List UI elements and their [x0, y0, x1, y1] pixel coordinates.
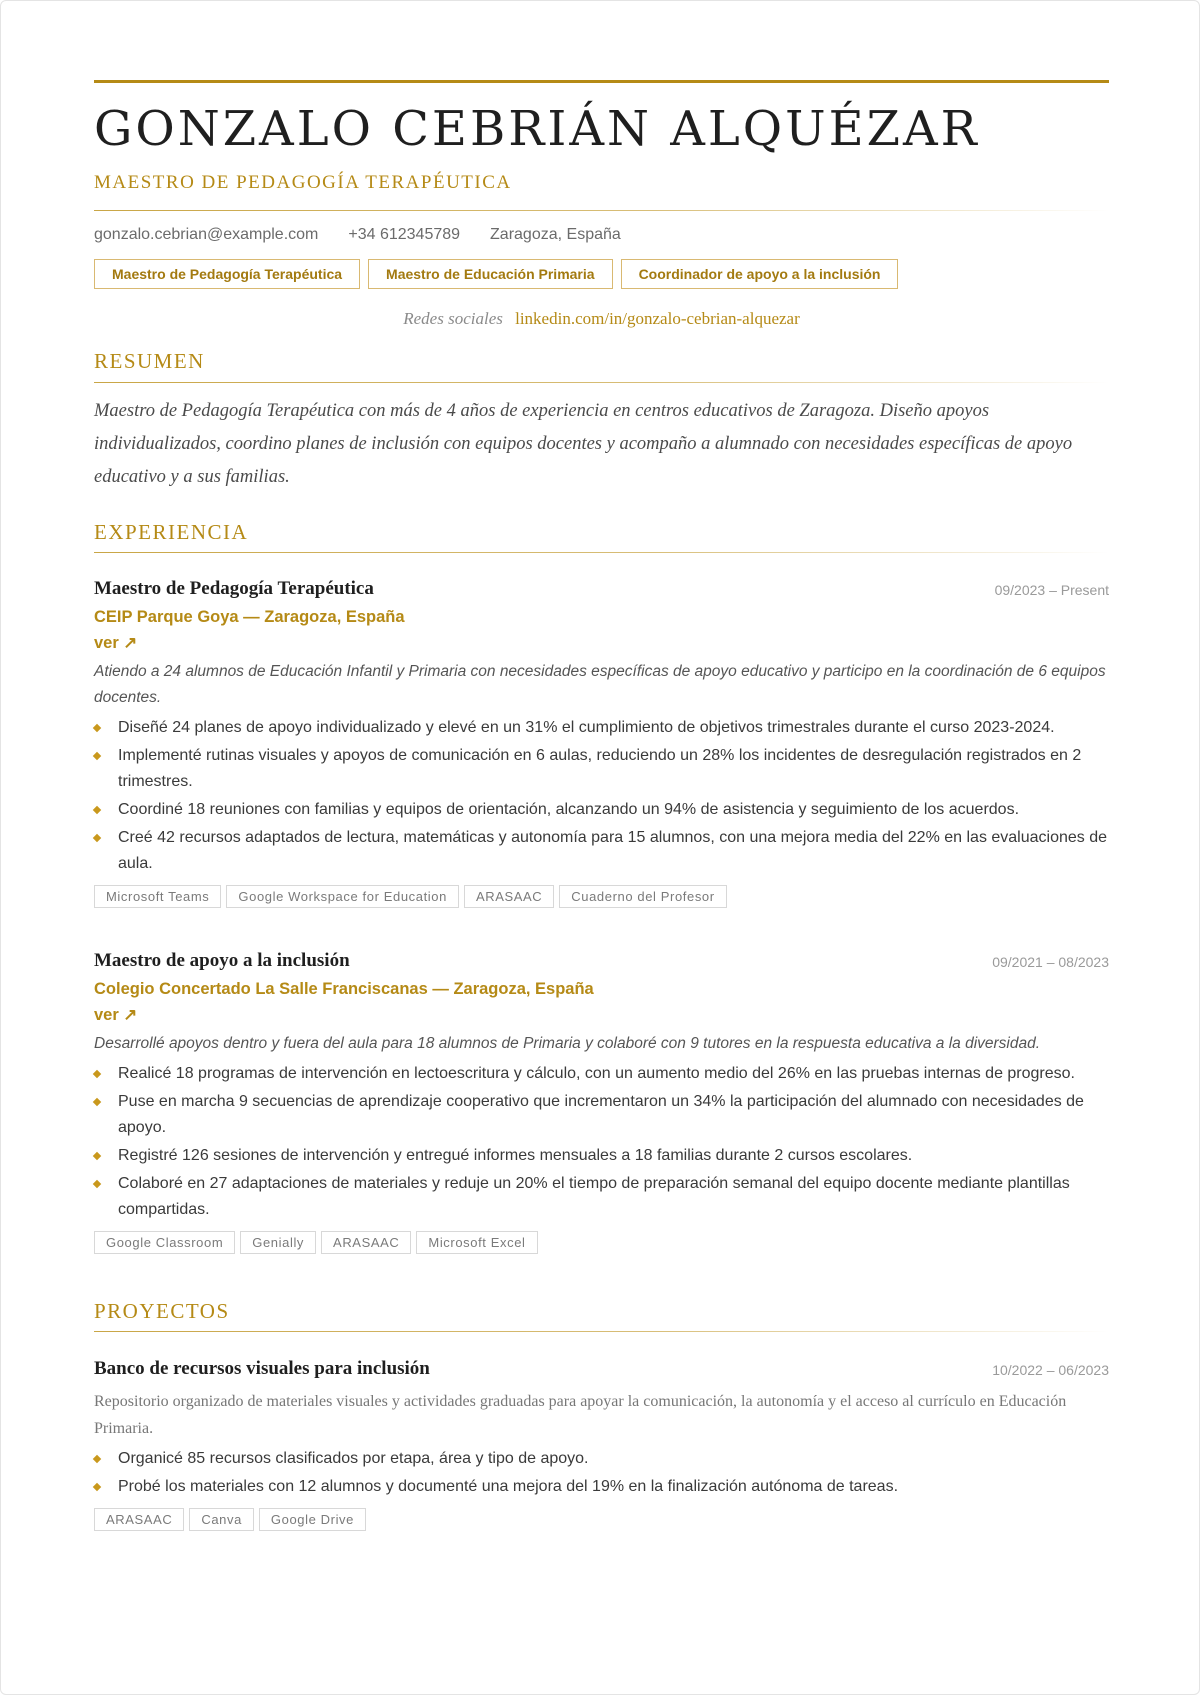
- project-dates: 10/2022 – 06/2023: [992, 1362, 1109, 1378]
- bullet-item: Registré 126 sesiones de intervención y entregué informes mensuales a 18 familias durante 2 cursos escolares.: [94, 1143, 1109, 1169]
- job-title: Maestro de apoyo a la inclusión: [94, 950, 350, 971]
- bullet-item: Colaboré en 27 adaptaciones de materiales y reduje un 20% el tiempo de preparación semanal del equipo docente mediante plantillas compartidas.: [94, 1171, 1109, 1223]
- project-item: [94, 1358, 1109, 1531]
- bullet-diamond-icon: [93, 1455, 101, 1463]
- skill-tag: Genially: [240, 1231, 316, 1254]
- skill-tag: ARASAAC: [94, 1508, 184, 1531]
- job-description: Desarrollé apoyos dentro y fuera del aula para 18 alumnos de Primaria y colaboré con 9 tutores en la respuesta educativa a la diversidad.: [94, 1035, 1041, 1052]
- experience-item: [94, 578, 1109, 908]
- skill-tag: ARASAAC: [321, 1231, 411, 1254]
- skill-tag: Google Workspace for Education: [226, 885, 459, 908]
- job-bullets: [94, 715, 1109, 877]
- bullet-diamond-icon: [93, 1152, 101, 1160]
- bullet-item: Coordiné 18 reuniones con familias y equipos de orientación, alcanzando un 94% de asistencia y seguimiento de los acuerdos.: [94, 797, 1109, 823]
- bullet-item: Creé 42 recursos adaptados de lectura, matemáticas y autonomía para 15 alumnos, con una mejora media del 22% en las evaluaciones de aula.: [94, 825, 1109, 877]
- bullet-diamond-icon: [93, 724, 101, 732]
- bullet-item: Puse en marcha 9 secuencias de aprendizaje cooperativo que incrementaron un 34% la participación del alumnado con necesidades de apoyo.: [94, 1089, 1109, 1141]
- candidate-name: GONZALO CEBRIÁN ALQUÉZAR: [94, 101, 980, 157]
- contact-row: [94, 226, 621, 244]
- bullet-item: Probé los materiales con 12 alumnos y documenté una mejora del 19% en la finalización autónoma de tareas.: [94, 1474, 1109, 1500]
- bullet-item: Implementé rutinas visuales y apoyos de comunicación en 6 aulas, reduciendo un 28% los incidentes de desregulación registrados en 2 trimestres.: [94, 743, 1109, 795]
- job-description: Atiendo a 24 alumnos de Educación Infantil y Primaria con necesidades específicas de apoyo educativo y participo en la coordinación de 6 equipos docentes.: [94, 663, 1106, 706]
- section-title-projects: PROYECTOS: [94, 1299, 230, 1323]
- job-dates: 09/2023 – Present: [994, 582, 1109, 598]
- skill-tag: ARASAAC: [464, 885, 554, 908]
- job-dates: 09/2021 – 08/2023: [992, 954, 1109, 970]
- job-link[interactable]: ver ↗: [94, 634, 138, 652]
- role-chips: [94, 259, 898, 289]
- skill-tag: Google Classroom: [94, 1231, 235, 1254]
- skill-tag: Cuaderno del Profesor: [559, 885, 726, 908]
- role-chip: Maestro de Educación Primaria: [368, 259, 613, 289]
- job-link[interactable]: ver ↗: [94, 1006, 138, 1024]
- bullet-diamond-icon: [93, 1180, 101, 1188]
- section-divider: [94, 1331, 1109, 1332]
- social-row: [94, 309, 1109, 329]
- bullet-diamond-icon: [93, 752, 101, 760]
- job-bullets: [94, 1061, 1109, 1223]
- summary-text: Maestro de Pedagogía Terapéutica con más de 4 años de experiencia en centros educativos de Zaragoza. Diseño apoyos individualizados, coordino planes de inclusión con equipos docentes y acompaño a alumnado con necesidades específicas de apoyo educativo y a sus familias.: [94, 401, 1073, 487]
- skill-tag: Google Drive: [259, 1508, 366, 1531]
- candidate-headline: MAESTRO DE PEDAGOGÍA TERAPÉUTICA: [94, 172, 512, 193]
- job-company: Colegio Concertado La Salle Franciscanas — Zaragoza, España: [94, 980, 594, 998]
- bullet-diamond-icon: [93, 1483, 101, 1491]
- section-title-experience: EXPERIENCIA: [94, 520, 249, 544]
- top-rule: [94, 80, 1109, 83]
- skill-tag: Canva: [189, 1508, 254, 1531]
- bullet-diamond-icon: [93, 834, 101, 842]
- job-company: CEIP Parque Goya — Zaragoza, España: [94, 608, 405, 626]
- location-text: Zaragoza, España: [490, 226, 621, 243]
- section-divider: [94, 552, 1109, 553]
- linkedin-link[interactable]: linkedin.com/in/gonzalo-cebrian-alquezar: [515, 309, 800, 328]
- skill-tag: Microsoft Teams: [94, 885, 221, 908]
- header-divider: [94, 210, 1109, 211]
- bullet-item: Realicé 18 programas de intervención en lectoescritura y cálculo, con un aumento medio del 26% en las pruebas internas de progreso.: [94, 1061, 1109, 1087]
- project-bullets: [94, 1446, 1109, 1500]
- email-link[interactable]: gonzalo.cebrian@example.com: [94, 226, 319, 243]
- project-description: Repositorio organizado de materiales visuales y actividades graduadas para apoyar la comunicación, la autonomía y el acceso al currículo en Educación Primaria.: [94, 1393, 1067, 1437]
- role-chip: Coordinador de apoyo a la inclusión: [621, 259, 899, 289]
- section-divider: [94, 382, 1109, 383]
- bullet-diamond-icon: [93, 1098, 101, 1106]
- bullet-diamond-icon: [93, 806, 101, 814]
- phone-link[interactable]: +34 612345789: [348, 226, 461, 243]
- skill-tags: [94, 1231, 1109, 1254]
- skill-tags: [94, 885, 1109, 908]
- role-chip: Maestro de Pedagogía Terapéutica: [94, 259, 360, 289]
- bullet-item: Organicé 85 recursos clasificados por etapa, área y tipo de apoyo.: [94, 1446, 1109, 1472]
- social-label: Redes sociales: [403, 309, 503, 328]
- bullet-item: Diseñé 24 planes de apoyo individualizado y elevé en un 31% el cumplimiento de objetivos trimestrales durante el curso 2023-2024.: [94, 715, 1109, 741]
- skill-tags: [94, 1508, 1109, 1531]
- experience-item: [94, 950, 1109, 1254]
- project-title: Banco de recursos visuales para inclusión: [94, 1358, 430, 1379]
- job-title: Maestro de Pedagogía Terapéutica: [94, 578, 374, 599]
- bullet-diamond-icon: [93, 1070, 101, 1078]
- skill-tag: Microsoft Excel: [416, 1231, 537, 1254]
- section-title-summary: RESUMEN: [94, 349, 205, 373]
